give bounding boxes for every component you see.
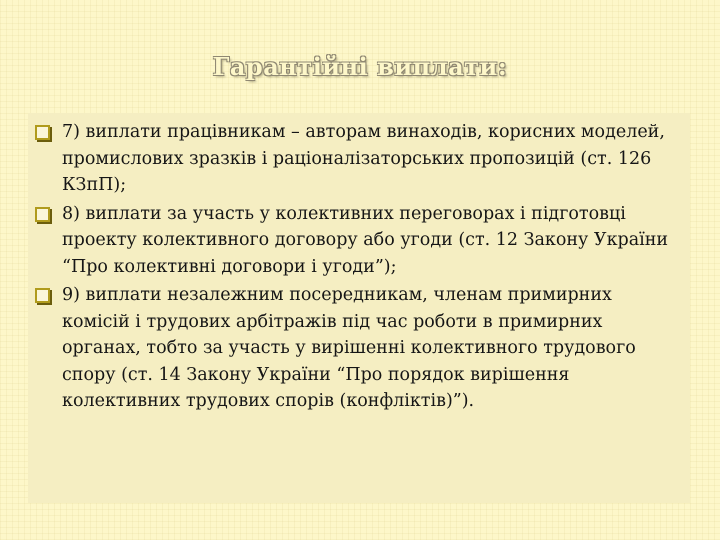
list-item [34,119,684,199]
slide-title: Гарантійні виплати: [212,52,508,81]
square-bullet-icon [35,288,50,303]
list-item [34,201,684,281]
list-item-text: 9) виплати незалежним посередникам, членам примирних комісій і трудових арбітражів під час роботи в примирних органах, тобто за участь у вирішенні колективного трудового спору (ст. 14 Закону України “Про порядок вирішення колективних трудових спорів (конфліктів)”). [62,285,636,411]
list-item [34,282,684,415]
square-bullet-icon [35,207,50,222]
list-item-text: 7) виплати працівникам – авторам винаходів, корисних моделей, промислових зразків і раціоналізаторських пропозицій (ст. 126 КЗпП); [62,122,665,195]
list-item-text: 8) виплати за участь у колективних переговорах і підготовці проекту колективного договору або угоди (ст. 12 Закону України “Про колективні договори і угоди”); [62,203,669,277]
bullet-list [34,119,684,417]
square-bullet-icon [35,125,50,140]
